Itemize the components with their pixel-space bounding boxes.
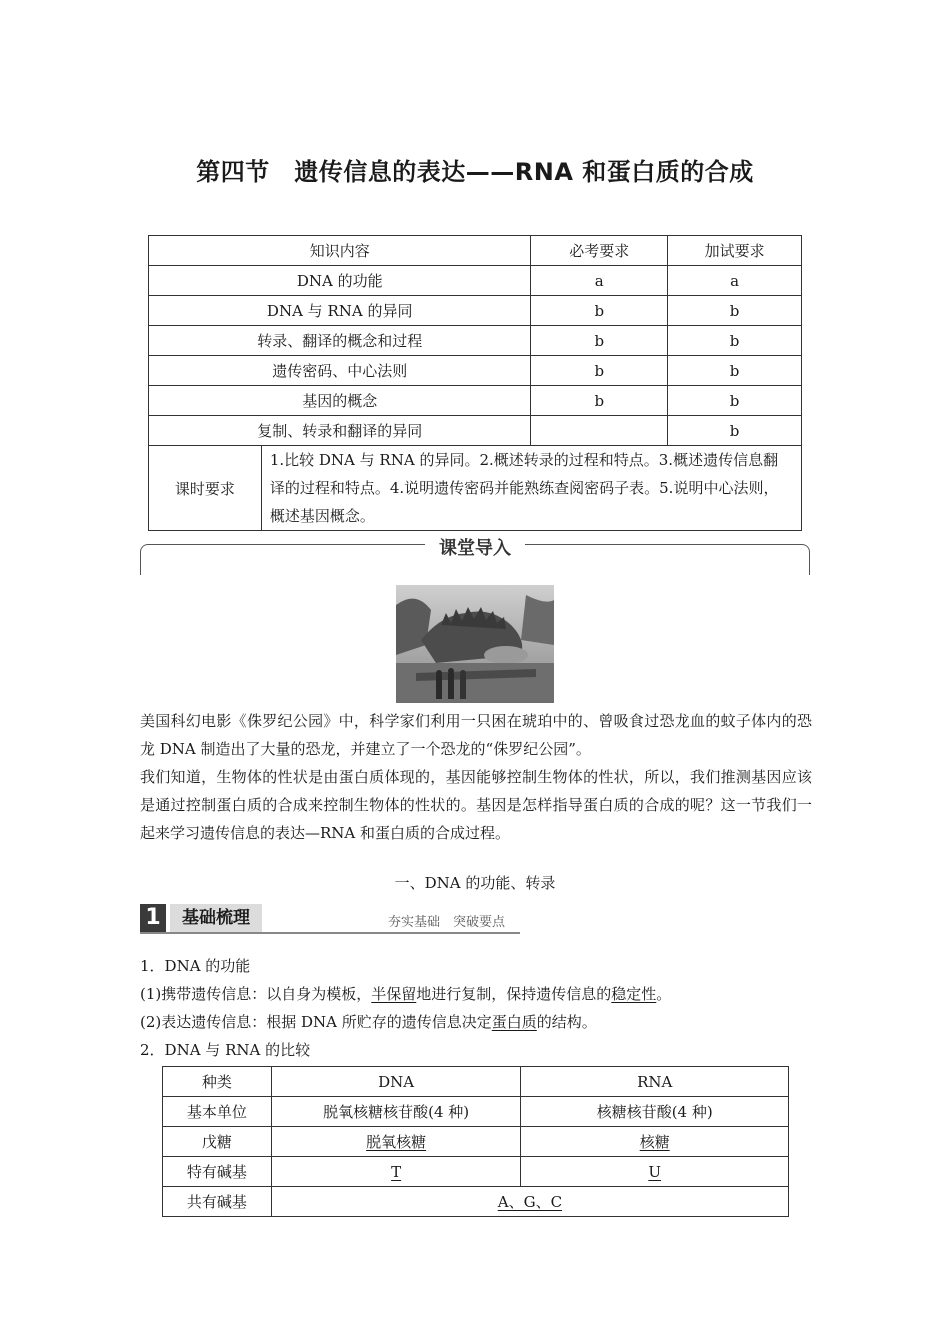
knowledge-cell: 遗传密码、中心法则 <box>149 356 531 386</box>
required-cell: a <box>531 266 668 296</box>
knowledge-cell: 转录、翻译的概念和过程 <box>149 326 531 356</box>
header-required: 必考要求 <box>531 236 668 266</box>
table-row <box>149 416 802 446</box>
dna-function-item-1: (1)携带遗传信息：以自身为模板，半保留地进行复制，保持遗传信息的稳定性。 <box>140 985 672 1003</box>
row-label: 戊糖 <box>163 1127 272 1157</box>
topic-subtitle: 夯实基础 突破要点 <box>388 915 506 930</box>
knowledge-cell: DNA 的功能 <box>149 266 531 296</box>
advanced-cell: b <box>668 386 802 416</box>
section-heading: 一、DNA 的功能、转录 <box>394 874 556 892</box>
table-header-row <box>149 236 802 266</box>
page-title: 第四节 遗传信息的表达——RNA 和蛋白质的合成 <box>196 158 754 186</box>
dinosaur-photo <box>396 585 554 703</box>
knowledge-cell: 复制、转录和翻译的异同 <box>149 416 531 446</box>
rna-cell: U <box>521 1157 789 1187</box>
dna-cell: 脱氧核糖核苷酸(4 种) <box>271 1097 521 1127</box>
knowledge-cell: DNA 与 RNA 的异同 <box>149 296 531 326</box>
dna-rna-comparison-table <box>162 1066 789 1217</box>
advanced-cell: b <box>668 416 802 446</box>
intro-banner <box>140 534 810 576</box>
topic-divider <box>140 932 520 934</box>
dna-cell: 脱氧核糖 <box>271 1127 521 1157</box>
advanced-cell: a <box>668 266 802 296</box>
table-row <box>163 1187 789 1217</box>
topic-bar <box>140 903 520 933</box>
requirements-table <box>148 235 802 531</box>
row-label: 基本单位 <box>163 1097 272 1127</box>
comparison-heading: 2．DNA 与 RNA 的比较 <box>140 1041 311 1059</box>
required-cell: b <box>531 326 668 356</box>
table-row <box>149 356 802 386</box>
header-advanced: 加试要求 <box>668 236 802 266</box>
required-cell <box>531 416 668 446</box>
table-row <box>149 296 802 326</box>
table-row <box>163 1127 789 1157</box>
header-dna: DNA <box>271 1067 521 1097</box>
blank-answer: 蛋白质 <box>491 1013 537 1031</box>
required-cell: b <box>531 356 668 386</box>
advanced-cell: b <box>668 326 802 356</box>
advanced-cell: b <box>668 356 802 386</box>
row-label: 特有碱基 <box>163 1157 272 1187</box>
table-row <box>149 266 802 296</box>
required-cell: b <box>531 296 668 326</box>
rna-cell: 核糖 <box>521 1127 789 1157</box>
dna-function-heading: 1．DNA 的功能 <box>140 957 251 975</box>
intro-paragraph-1: 美国科幻电影《侏罗纪公园》中，科学家们利用一只困在琥珀中的、曾吸食过恐龙血的蚊子体内的恐龙 DNA 制造出了大量的恐龙，并建立了一个恐龙的“侏罗纪公园”。 <box>140 712 812 758</box>
blank-answer: 半保留 <box>371 985 417 1003</box>
advanced-cell: b <box>668 296 802 326</box>
shared-cell: A、G、C <box>271 1187 788 1217</box>
table-row <box>163 1157 789 1187</box>
header-type: 种类 <box>163 1067 272 1097</box>
banner-label: 课堂导入 <box>425 538 525 559</box>
rna-cell: 核糖核苷酸(4 种) <box>521 1097 789 1127</box>
lesson-requirements-row <box>149 446 802 531</box>
knowledge-cell: 基因的概念 <box>149 386 531 416</box>
table-row <box>149 386 802 416</box>
lesson-label: 课时要求 <box>149 446 262 531</box>
table-row <box>163 1097 789 1127</box>
table-header-row <box>163 1067 789 1097</box>
blank-answer: 稳定性 <box>611 985 657 1003</box>
dna-cell: T <box>271 1157 521 1187</box>
intro-paragraph-2: 我们知道，生物体的性状是由蛋白质体现的，基因能够控制生物体的性状，所以，我们推测基因应该是通过控制蛋白质的合成来控制生物体的性状的。基因是怎样指导蛋白质的合成的呢？这一节我们一起来学习遗传信息的表达—RNA 和蛋白质的合成过程。 <box>140 768 812 842</box>
required-cell: b <box>531 386 668 416</box>
topic-number: 1 <box>140 904 166 932</box>
topic-name: 基础梳理 <box>170 904 262 932</box>
table-row <box>149 326 802 356</box>
dna-function-item-2: (2)表达遗传信息：根据 DNA 所贮存的遗传信息决定蛋白质的结构。 <box>140 1013 597 1031</box>
lesson-text: 1.比较 DNA 与 RNA 的异同。2.概述转录的过程和特点。3.概述遗传信息翻译的过程和特点。4.说明遗传密码并能熟练查阅密码子表。5.说明中心法则，概述基因概念。 <box>261 446 801 531</box>
row-label: 共有碱基 <box>163 1187 272 1217</box>
header-rna: RNA <box>521 1067 789 1097</box>
header-knowledge: 知识内容 <box>149 236 531 266</box>
